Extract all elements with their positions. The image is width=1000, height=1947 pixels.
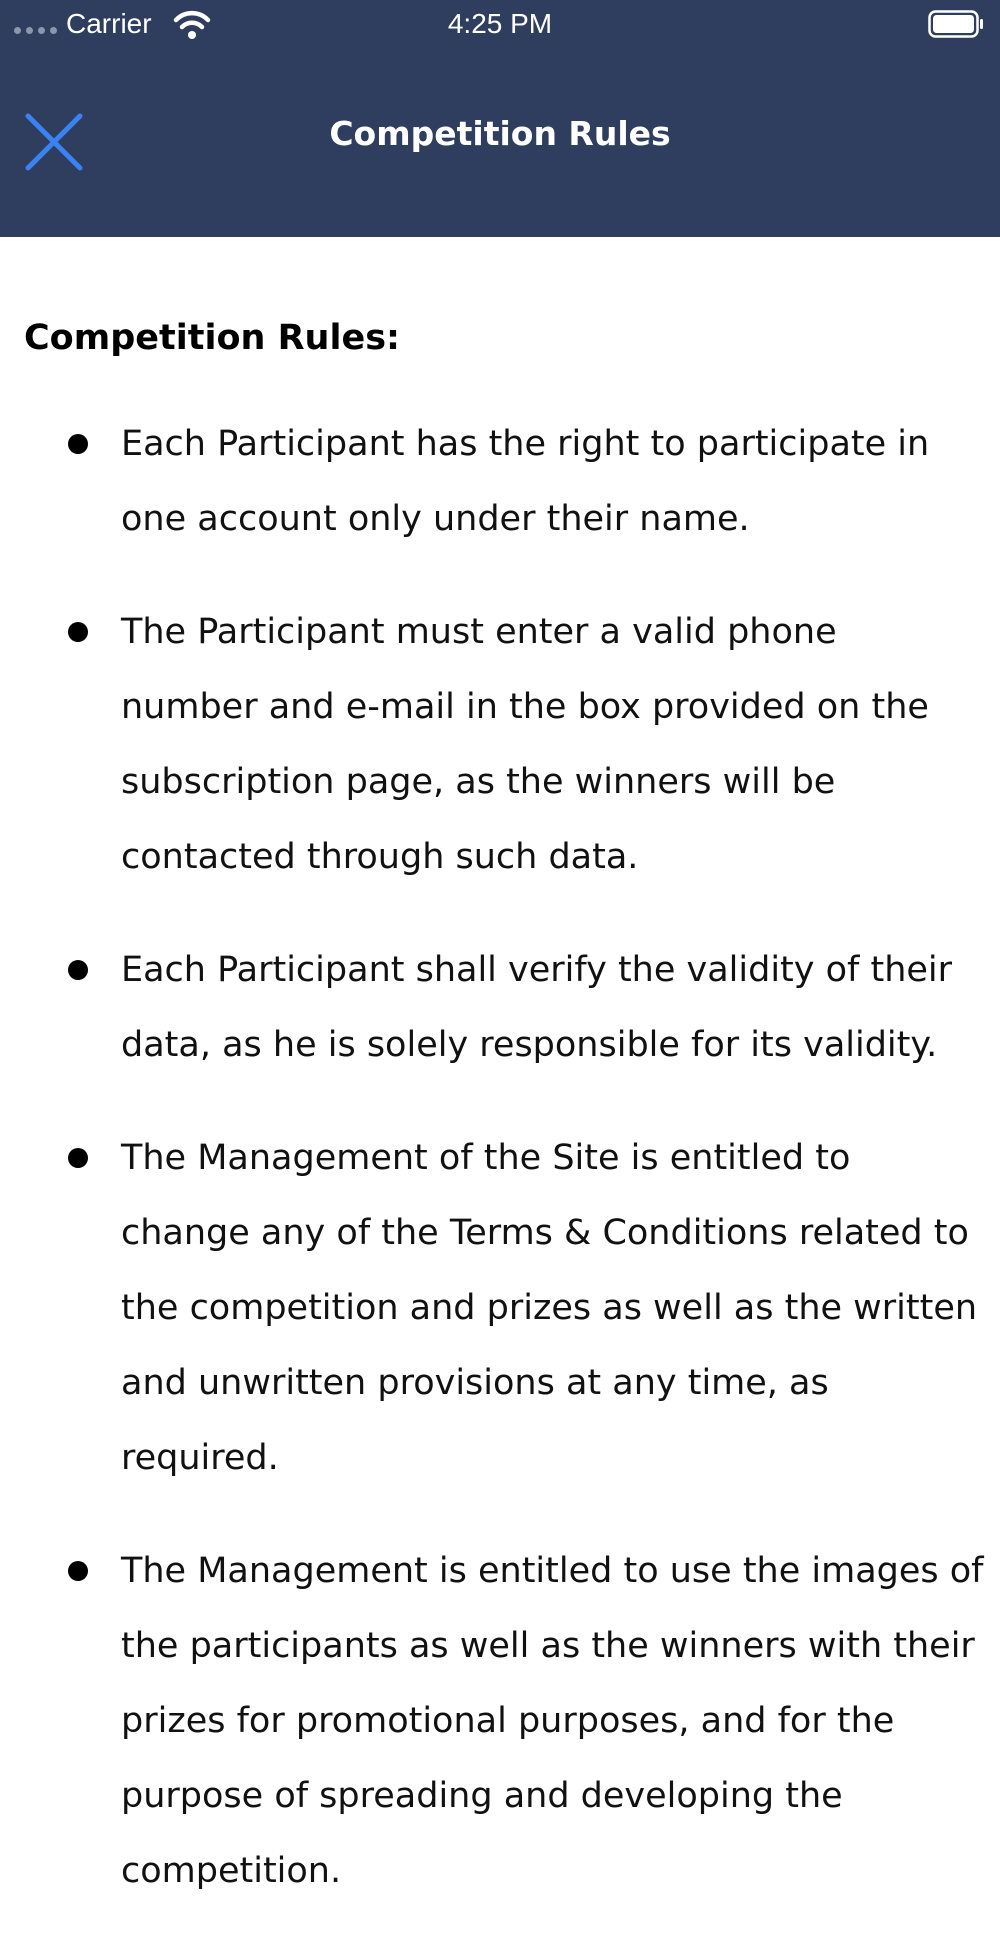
battery-icon bbox=[928, 10, 984, 38]
rule-text: The Management is entitled to use the images of the participants as well as the winners with their prizes for promotional purposes, and for the purpose of spreading and developing the competition. bbox=[121, 1551, 984, 1891]
rules-list bbox=[0, 407, 1000, 1947]
rule-item bbox=[0, 1121, 1000, 1496]
rules-content bbox=[0, 237, 1000, 1891]
rule-item bbox=[0, 1534, 1000, 1909]
rule-item bbox=[0, 933, 1000, 1083]
carrier-label: Carrier bbox=[66, 8, 152, 39]
bullet-icon bbox=[68, 1561, 88, 1581]
status-time: 4:25 PM bbox=[447, 8, 553, 39]
rule-text: Each Participant has the right to participate in one account only under their name. bbox=[121, 424, 930, 539]
bullet-icon bbox=[68, 1148, 88, 1168]
bullet-icon bbox=[68, 622, 88, 642]
navigation-header bbox=[0, 0, 1000, 237]
rule-item bbox=[0, 595, 1000, 895]
bullet-icon bbox=[68, 960, 88, 980]
section-heading: Competition Rules: bbox=[24, 318, 401, 358]
rule-text: The Participant must enter a valid phone number and e-mail in the box provided on the subscription page, as the winners will be contacted through such data. bbox=[121, 612, 929, 877]
rule-item bbox=[0, 407, 1000, 557]
bullet-icon bbox=[68, 434, 88, 454]
status-bar bbox=[0, 0, 1000, 48]
page-title: Competition Rules bbox=[329, 114, 671, 153]
rule-text: Each Participant shall verify the validity of their data, as he is solely responsible for its validity. bbox=[121, 950, 953, 1065]
rule-text: The Management of the Site is entitled to change any of the Terms & Conditions related to the competition and prizes as well as the written and unwritten provisions at any time, as required. bbox=[121, 1138, 978, 1478]
